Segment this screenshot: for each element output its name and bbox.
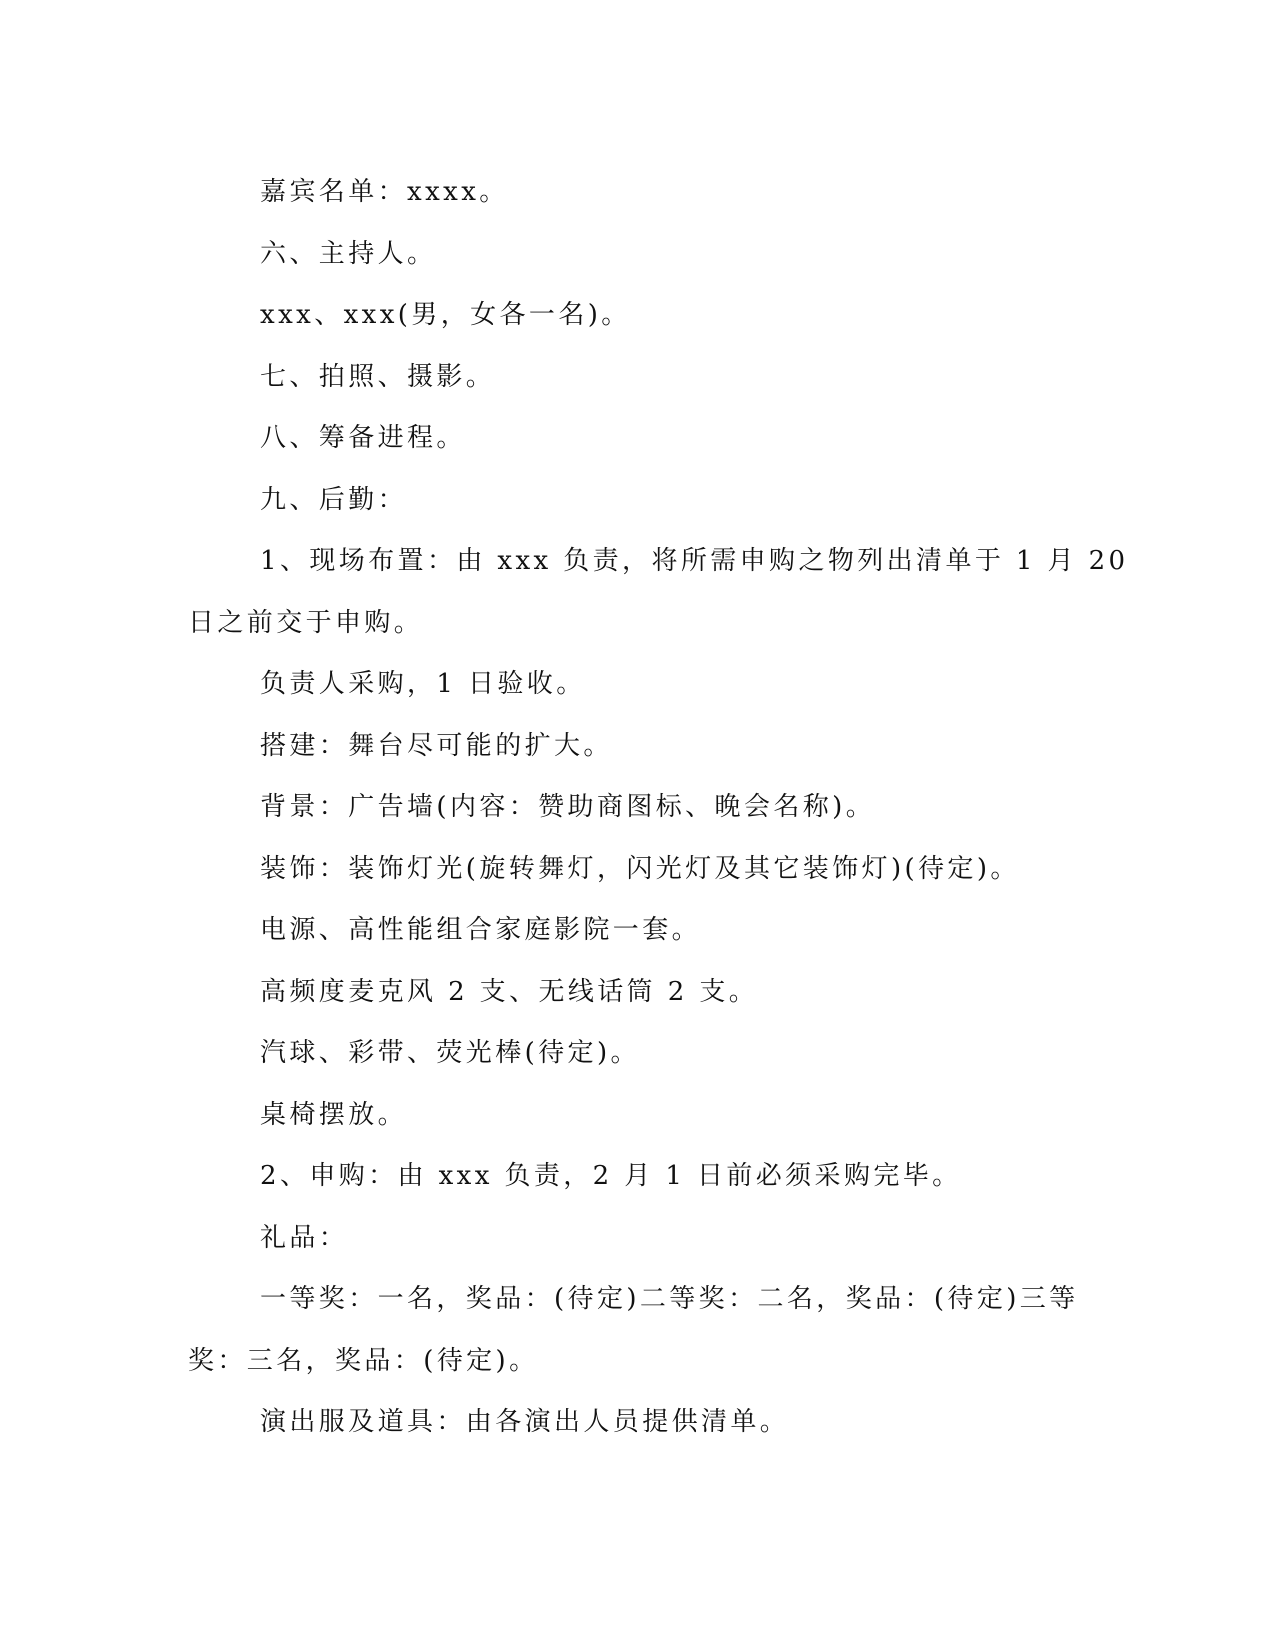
heading-preparation: 八、筹备进程。 [260,423,466,453]
heading-logistics: 九、后勤： [260,484,408,515]
paragraph-decoration: 装饰：装饰灯光(旋转舞灯，闪光灯及其它装饰灯)(待定)。 [260,853,1020,884]
document-body [188,162,1129,1454]
paragraph-power-audio: 电源、高性能组合家庭影院一套。 [260,915,702,945]
paragraph-site-setup-continued: 日之前交于申购。 [188,607,424,638]
paragraph-purchasing: 2、申购：由 xxx 负责，2 月 1 日前必须采购完毕。 [260,1161,962,1191]
paragraph-balloons: 汽球、彩带、荧光棒(待定)。 [260,1038,640,1068]
heading-host: 六、主持人。 [260,238,437,269]
heading-gifts: 礼品： [260,1222,349,1253]
paragraph-prizes: 一等奖：一名，奖品：(待定)二等奖：二名，奖品：(待定)三等 [260,1284,1079,1314]
paragraph-procurement-check: 负责人采购，1 日验收。 [260,669,586,699]
heading-photography: 七、拍照、摄影。 [260,361,496,392]
paragraph-furniture: 桌椅摆放。 [260,1099,408,1130]
paragraph-stage-build: 搭建：舞台尽可能的扩大。 [260,730,613,761]
paragraph-guest-list: 嘉宾名单：xxxx。 [260,177,509,207]
paragraph-costumes: 演出服及道具：由各演出人员提供清单。 [260,1407,790,1437]
paragraph-microphones: 高频度麦克风 2 支、无线话筒 2 支。 [260,976,759,1007]
paragraph-host-names: xxx、xxx(男，女各一名)。 [260,300,631,330]
paragraph-prizes-continued: 奖：三名，奖品：(待定)。 [188,1345,539,1376]
paragraph-site-setup: 1、现场布置：由 xxx 负责，将所需申购之物列出清单于 1 月 20 [260,546,1129,576]
paragraph-background: 背景：广告墙(内容：赞助商图标、晚会名称)。 [260,792,876,822]
